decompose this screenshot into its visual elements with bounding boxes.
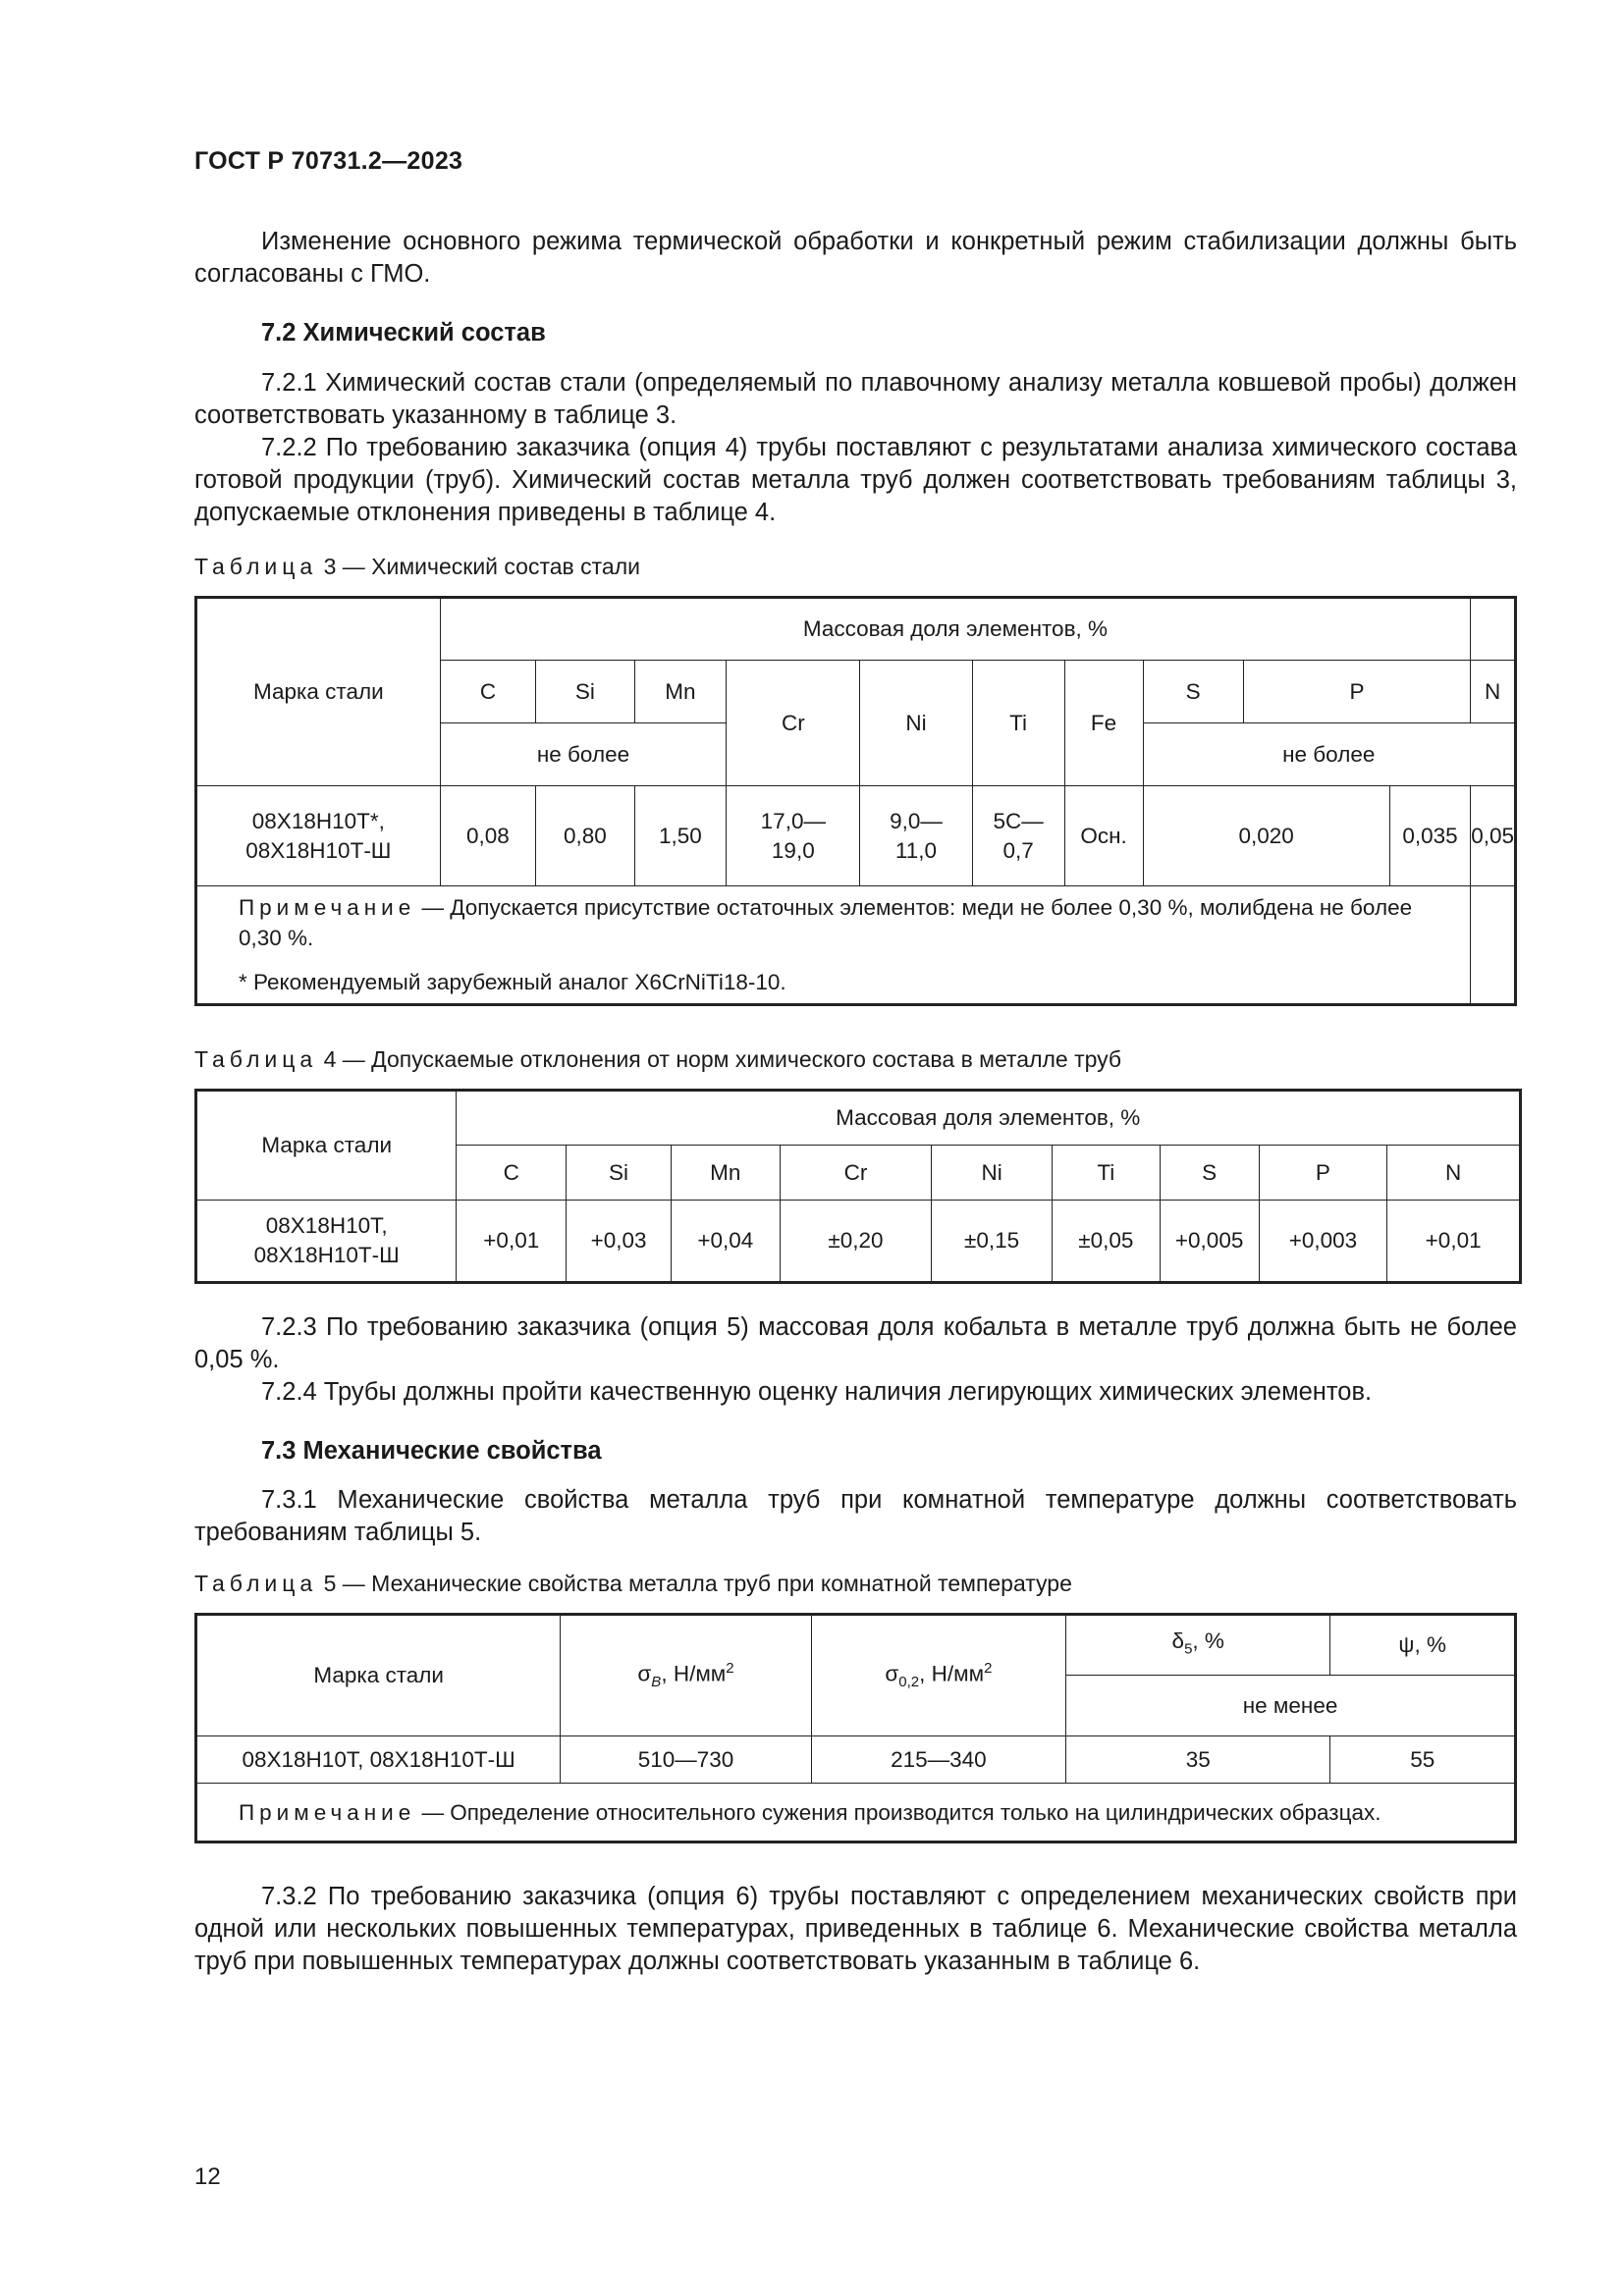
chemical-composition-table (194, 596, 1517, 1006)
grade-header: Марка стали (196, 1615, 561, 1736)
caption-text: 3 — Химический состав стали (323, 554, 640, 579)
table-row (196, 1201, 1521, 1283)
grade-cell: 08Х18Н10Т, 08Х18Н10Т-Ш (196, 1201, 457, 1283)
value-cell: 9,0— 11,0 (860, 786, 972, 886)
table-caption (194, 554, 640, 580)
grade-cell: 08Х18Н10Т*, 08Х18Н10Т-Ш (196, 786, 441, 886)
element-header: Fe (1064, 661, 1143, 786)
tolerance-table (194, 1089, 1522, 1284)
table-caption (194, 1571, 1072, 1597)
paragraph-text: 7.2.2 По требованию заказчика (опция 4) трубы поставляют с результатами анализа химического состава готовой продукции (труб). Химический состав металла труб должен соответствовать требованиям таблицы 3, допускаемые отклонения приведены в таблице 4. (194, 434, 1517, 526)
element-header: P (1259, 1146, 1387, 1201)
value-cell: 215—340 (811, 1736, 1065, 1784)
note-text: — Допускается присутствие остаточных элементов: меди не более 0,30 %, молибдена не более 0,30 %. (239, 895, 1413, 950)
elongation-header: $\delta_5$, % (1066, 1615, 1330, 1676)
mass-fraction-header: Массовая доля элементов, % (440, 598, 1471, 661)
value-cell: +0,01 (457, 1201, 567, 1283)
paragraph-text: 7.2.3 По требованию заказчика (опция 5) массовая доля кобальта в металле труб должна быть не более 0,05 %. (194, 1313, 1517, 1373)
element-header: C (440, 661, 536, 723)
value-cell: ±0,15 (932, 1201, 1053, 1283)
paragraph-text: 7.2.4 Трубы должны пройти качественную оценку наличия легирующих химических элементов. (261, 1378, 1373, 1406)
paragraph (194, 1484, 1517, 1549)
value-cell: 0,80 (536, 786, 634, 886)
table-row (196, 786, 1516, 886)
element-header: Cr (780, 1146, 932, 1201)
value-cell: 510—730 (561, 1736, 811, 1784)
paragraph (194, 367, 1517, 432)
table-caption (194, 1046, 1121, 1073)
element-header: Ni (860, 661, 972, 786)
limit-label: не более (1143, 723, 1516, 786)
note-word: Примечание (239, 895, 416, 920)
grade-header: Марка стали (196, 598, 441, 786)
caption-word: Таблица (194, 1046, 318, 1072)
page-number: 12 (194, 2163, 221, 2190)
grade-cell: 08Х18Н10Т, 08Х18Н10Т-Ш (196, 1736, 561, 1784)
limit-label: не более (440, 723, 727, 786)
value-cell: 1,50 (634, 786, 727, 886)
value-cell: 0,035 (1389, 786, 1470, 886)
value-cell: 5С— 0,7 (972, 786, 1064, 886)
value-cell: 35 (1066, 1736, 1330, 1784)
element-header: Ti (972, 661, 1064, 786)
mechanical-properties-table (194, 1613, 1517, 1843)
paragraph (194, 1881, 1517, 1978)
tensile-strength-header: $\sigma_B$, $Н/мм^2$ (561, 1615, 811, 1736)
element-header: Si (536, 661, 634, 723)
value-cell: Осн. (1064, 786, 1143, 886)
value-cell: 55 (1330, 1736, 1516, 1784)
value-cell: 0,08 (440, 786, 536, 886)
caption-text: 5 — Механические свойства металла труб при комнатной температуре (323, 1571, 1072, 1596)
yield-strength-header: $\sigma_{0,2}$, $Н/мм^2$ (811, 1615, 1065, 1736)
caption-text: 4 — Допускаемые отклонения от норм химического состава в металле труб (323, 1046, 1122, 1072)
element-header: Si (567, 1146, 672, 1201)
element-header: N (1471, 661, 1516, 723)
table-note (196, 1784, 1516, 1842)
element-header: P (1243, 661, 1470, 723)
element-header: Mn (634, 661, 727, 723)
value-cell: 17,0— 19,0 (727, 786, 860, 886)
value-cell: +0,003 (1259, 1201, 1387, 1283)
element-header: S (1143, 661, 1243, 723)
note-word: Примечание (239, 1799, 416, 1825)
element-header: Mn (671, 1146, 780, 1201)
reduction-of-area-header: ψ, % (1330, 1615, 1516, 1676)
element-header: Ni (932, 1146, 1053, 1201)
paragraph-text: 7.2.1 Химический состав стали (определяемый по плавочному анализу металла ковшевой пробы) должен соответствовать указанному в таблице 3. (194, 369, 1517, 429)
paragraph (194, 1376, 1517, 1409)
value-cell: 0,05 (1471, 786, 1516, 886)
mass-fraction-header: Массовая доля элементов, % (457, 1091, 1521, 1146)
value-cell: 0,020 (1143, 786, 1389, 886)
grade-header: Марка стали (196, 1091, 457, 1201)
section-heading: 7.3 Механические свойства (261, 1437, 602, 1465)
value-cell: ±0,05 (1052, 1201, 1160, 1283)
value-cell: +0,01 (1387, 1201, 1521, 1283)
element-header: C (457, 1146, 567, 1201)
section-heading: 7.2 Химический состав (261, 319, 546, 347)
paragraph (194, 1311, 1517, 1376)
table-row (196, 1736, 1516, 1784)
caption-word: Таблица (194, 554, 318, 579)
value-cell: ±0,20 (780, 1201, 932, 1283)
paragraph-text: 7.3.1 Механические свойства металла труб при комнатной температуре должны соответствовать требованиям таблицы 5. (194, 1486, 1517, 1546)
note-text: — Определение относительного сужения производится только на цилиндрических образцах. (415, 1799, 1381, 1825)
caption-word: Таблица (194, 1571, 318, 1596)
value-cell: +0,005 (1160, 1201, 1259, 1283)
paragraph (194, 226, 1517, 291)
limit-label: не менее (1066, 1676, 1516, 1736)
element-header: S (1160, 1146, 1259, 1201)
paragraph-text: 7.3.2 По требованию заказчика (опция 6) трубы поставляют с определением механических свойств при одной или нескольких повышенных температурах, приведенных в таблице 6. Механические свойства металла труб при повышенных температурах должны соответствовать указанным в таблице 6. (194, 1883, 1517, 1975)
element-header: Cr (727, 661, 860, 786)
element-header: Ti (1052, 1146, 1160, 1201)
table-note (196, 886, 1471, 1005)
paragraph-text: Изменение основного режима термической обработки и конкретный режим стабилизации должны быть согласованы с ГМО. (194, 228, 1517, 288)
document-header: ГОСТ Р 70731.2—2023 (194, 147, 463, 175)
paragraph (194, 432, 1517, 529)
footnote: * Рекомендуемый зарубежный аналог X6CrNiTi18-10. (239, 970, 786, 994)
element-header: N (1387, 1146, 1521, 1201)
value-cell: +0,03 (567, 1201, 672, 1283)
value-cell: +0,04 (671, 1201, 780, 1283)
